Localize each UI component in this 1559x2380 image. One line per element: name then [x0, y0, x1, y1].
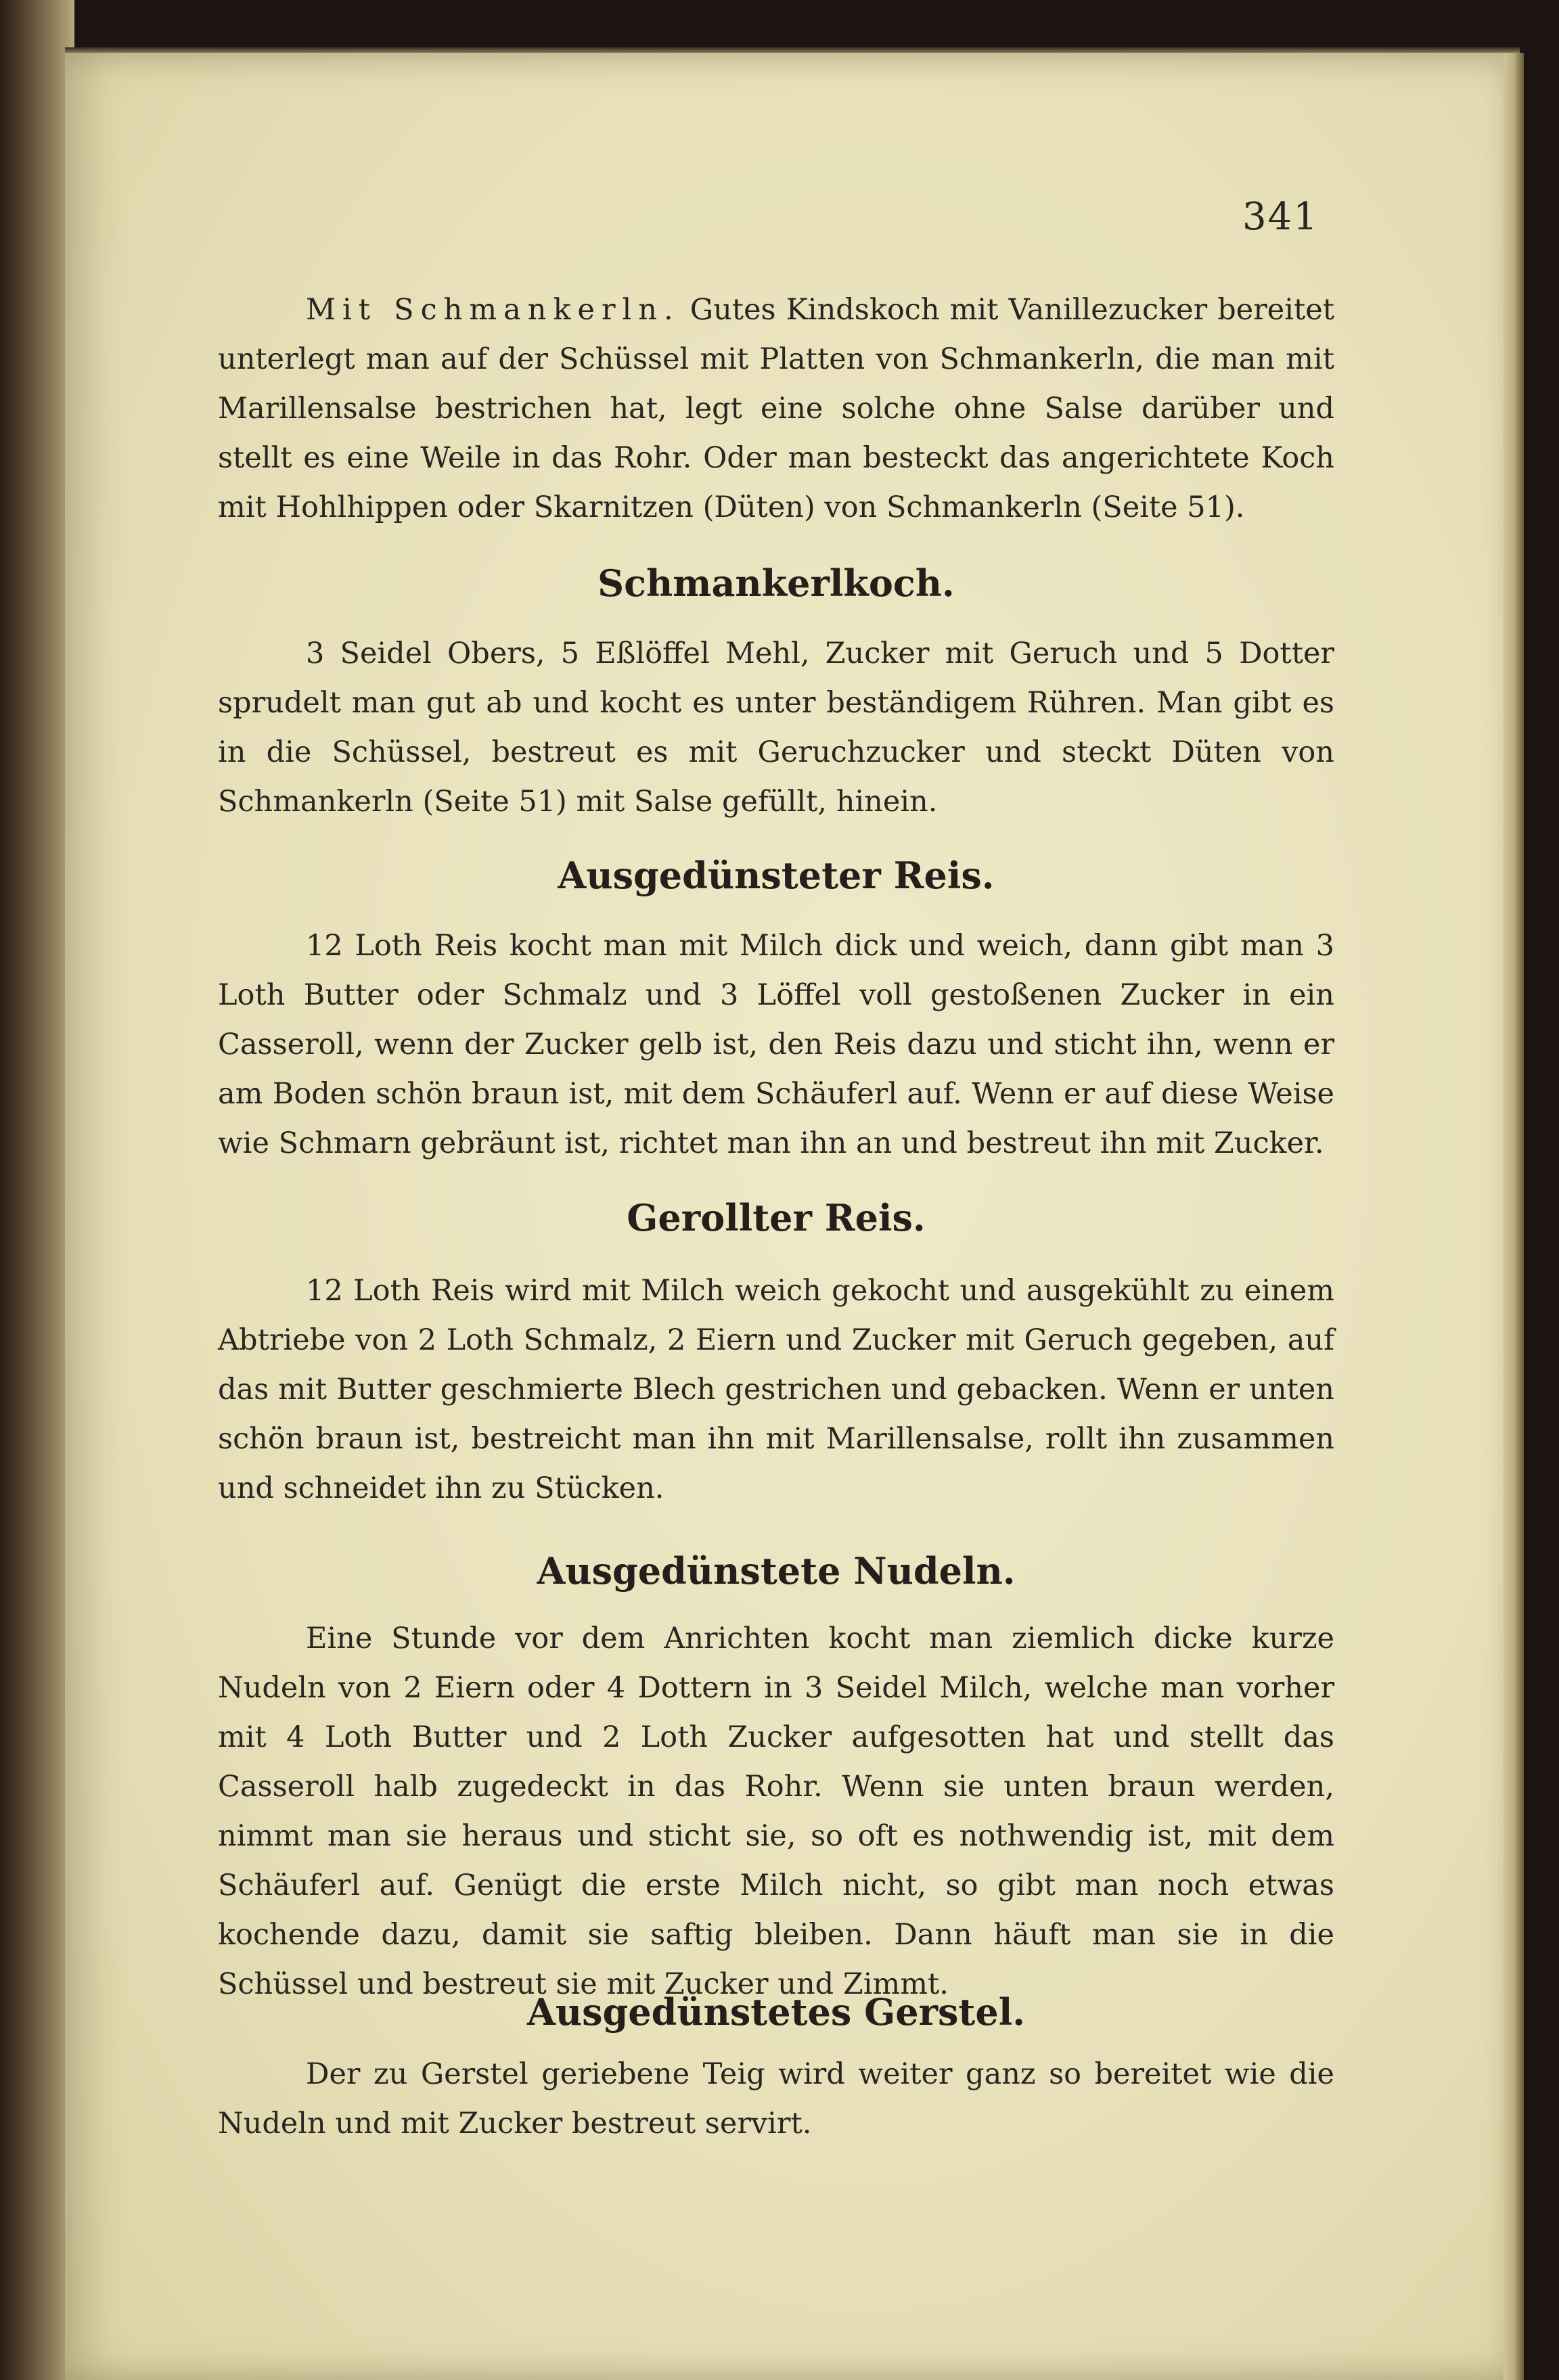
heading-schmankerlkoch: Schmankerlkoch.: [597, 562, 955, 605]
heading-ausgeduenstetes-gerstel: Ausgedünstetes Gerstel.: [526, 1990, 1026, 2034]
paragraph-ausgeduenstete-nudeln: [218, 1614, 1334, 2009]
paragraph-body: Gutes Kindskoch mit Vanillezucker bereitet unterlegt man auf der Schüssel mit Platten von Schmankerln, die man mit Marillensalse bestrichen hat, legt eine solche ohne Salse darüber und stellt es eine Weile in das Rohr. Oder man besteckt das angerichtete Koch mit Hohlhippen oder Skarnitzen (Düten) von Schmankerln (Seite 51).: [218, 293, 1334, 524]
paper-right-edge: [1504, 53, 1524, 2380]
page-number: 341: [1242, 195, 1319, 239]
paragraph-body: 3 Seidel Obers, 5 Eßlöffel Mehl, Zucker mit Geruch und 5 Dotter sprudelt man gut ab und kocht es unter beständigem Rühren. Man gibt es in die Schüssel, bestreut es mit Geruchzucker und steckt Düten von Schmankerln (Seite 51) mit Salse gefüllt, hinein.: [218, 637, 1334, 819]
paragraph-body: Eine Stunde vor dem Anrichten kocht man ziemlich dicke kurze Nudeln von 2 Eiern oder 4 Dottern in 3 Seidel Milch, welche man vorher mit 4 Loth Butter und 2 Loth Zucker aufgesotten hat und stellt das Casseroll halb zugedeckt in das Rohr. Wenn sie unten braun werden, nimmt man sie heraus und sticht sie, so oft es nothwendig ist, mit dem Schäuferl auf. Genügt die erste Milch nicht, so gibt man noch etwas kochende dazu, damit sie saftig bleiben. Dann häuft man sie in die Schüssel und bestreut sie mit Zucker und Zimmt.: [218, 1622, 1334, 2001]
heading-ausgeduensteter-reis: Ausgedünsteter Reis.: [558, 854, 995, 897]
paragraph-body: Der zu Gerstel geriebene Teig wird weiter ganz so bereitet wie die Nudeln und mit Zucker bestreut servirt.: [218, 2057, 1334, 2141]
paragraph-body: 12 Loth Reis kocht man mit Milch dick und weich, dann gibt man 3 Loth Butter oder Schmalz und 3 Löffel voll gestoßenen Zucker in ein Casseroll, wenn der Zucker gelb ist, den Reis dazu und sticht ihn, wenn er am Boden schön braun ist, mit dem Schäuferl auf. Wenn er auf diese Weise wie Schmarn gebräunt ist, richtet man ihn an und bestreut ihn mit Zucker.: [218, 929, 1334, 1160]
paragraph-gerollter-reis: [218, 1266, 1334, 1513]
heading-gerollter-reis: Gerollter Reis.: [627, 1196, 926, 1239]
paragraph-mit-schmankerln: [218, 285, 1334, 532]
paragraph-schmankerlkoch: [218, 629, 1334, 827]
paragraph-body: 12 Loth Reis wird mit Milch weich gekocht und ausgekühlt zu einem Abtriebe von 2 Loth Schmalz, 2 Eiern und Zucker mit Geruch gegeben, auf das mit Butter geschmierte Blech gestrichen und gebacken. Wenn er unten schön braun ist, bestreicht man ihn mit Marillensalse, rollt ihn zusammen und schneidet ihn zu Stücken.: [218, 1274, 1334, 1505]
heading-ausgeduenstete-nudeln: Ausgedünstete Nudeln.: [537, 1549, 1016, 1593]
paragraph-ausgeduensteter-reis: [218, 921, 1334, 1168]
paragraph-lead: Mit Schmankerln.: [306, 293, 680, 327]
previous-page-edge: [0, 0, 74, 2380]
paragraph-ausgeduenstetes-gerstel: [218, 2050, 1334, 2149]
